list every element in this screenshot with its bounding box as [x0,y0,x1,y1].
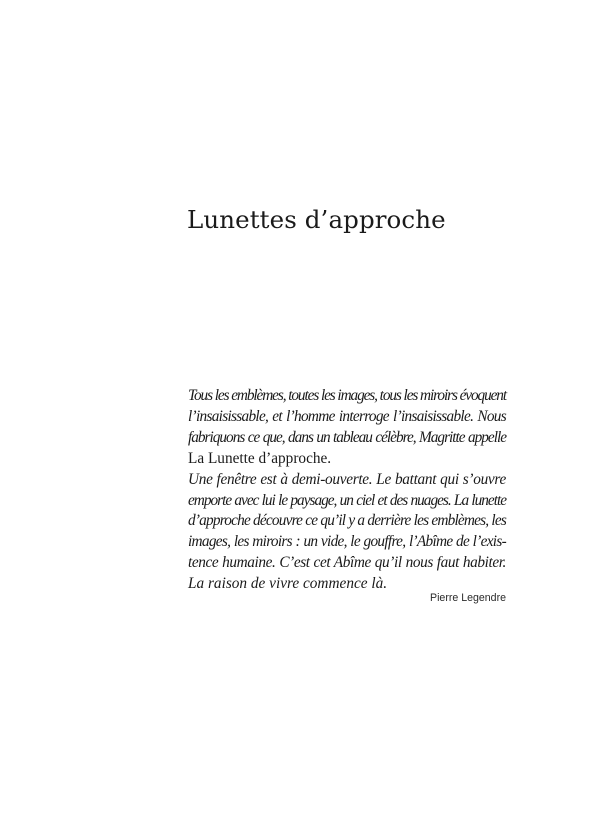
epigraph-line: images, les miroirs : un vide, le gouffre, l’Abîme de l’exis- [188,533,506,551]
epigraph-line: Une fenêtre est à demi-ouverte. Le battant qui s’ouvre [188,470,506,488]
epigraph-line: emporte avec lui le paysage, un ciel et des nuages. La lunette [188,491,506,509]
epigraph-line: tence humaine. C’est cet Abîme qu’il nous faut habiter. [188,554,506,572]
epigraph-line: fabriquons ce que, dans un tableau célèbre, Magritte appelle [188,428,506,446]
epigraph-line: d’approche découvre ce qu’il y a derrière les emblèmes, les [188,512,506,530]
epigraph-line: Tous les emblèmes, toutes les images, tous les miroirs évoquent [188,387,506,404]
epigraph-line: l’insaisissable, et l’homme interroge l’insaisissable. Nous [188,407,506,425]
epigraph-quote [188,386,506,595]
quote-attribution: Pierre Legendre [430,592,506,604]
epigraph-line: La raison de vivre commence là. [188,575,388,593]
page-title: Lunettes d’approche [187,205,446,234]
artwork-title-line: La Lunette d’approche. [188,449,332,467]
